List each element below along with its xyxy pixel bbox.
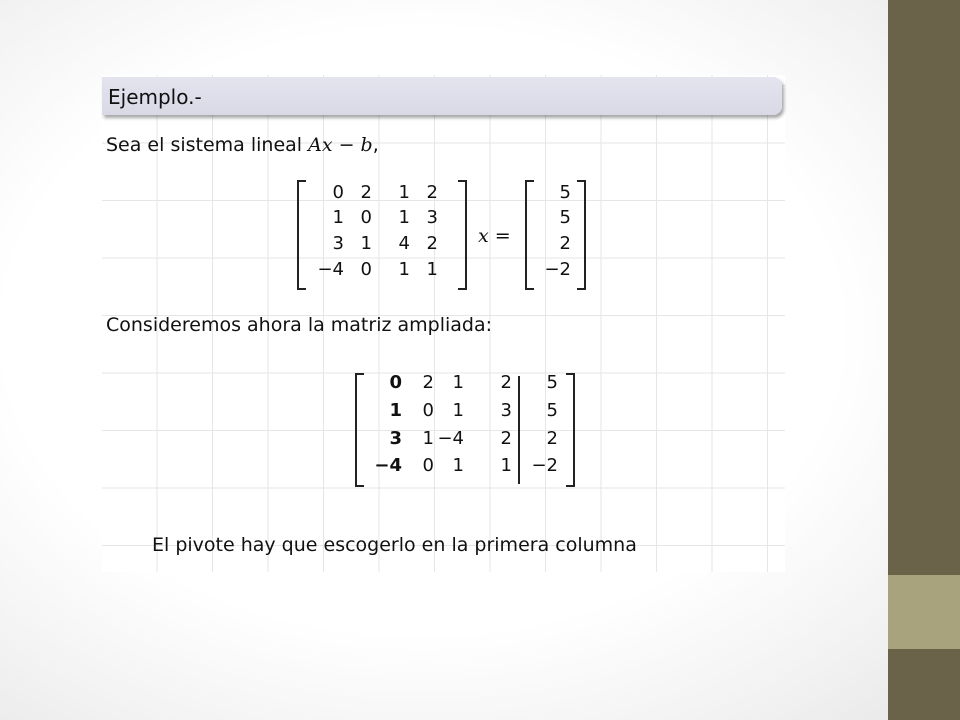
matrix-a-right-bracket [458,180,467,290]
matrix-a-left-bracket [297,180,306,290]
augmented-cell: 2 [422,372,434,393]
vector-b-cell: 5 [559,207,571,228]
matrix-a-cell: 4 [398,233,410,254]
intro-math: Ax − b [308,134,373,156]
matrix-a-cell: 1 [398,182,410,203]
matrix-a-cell: 1 [398,207,410,228]
matrix-a-cell: 2 [360,182,372,203]
consider-text: Consideremos ahora la matriz ampliada: [106,314,493,336]
augmented-cell: 3 [389,428,402,449]
matrix-a-cell: 3 [426,207,438,228]
augmented-cell: 0 [422,455,434,476]
augmented-cell: 1 [452,455,464,476]
augmented-cell: 1 [422,428,434,449]
vector-b-right-bracket [577,180,586,290]
augmented-cell: 0 [422,400,434,421]
matrix-a-cell: −4 [317,259,344,280]
augmented-separator [518,376,520,484]
augmented-right-bracket [566,373,575,487]
vector-b-cell: 2 [559,233,571,254]
matrix-a-cell: 3 [332,233,344,254]
vector-b-left-bracket [525,180,534,290]
matrix-a-cell: 1 [398,259,410,280]
pivot-note: El pivote hay que escogerlo en la primera columna [152,534,637,556]
augmented-cell: 5 [546,400,558,421]
sidebar-dark-top [888,0,960,575]
augmented-cell: 2 [500,372,512,393]
matrix-a-cell: 1 [426,259,438,280]
matrix-a-cell: 2 [426,233,438,254]
augmented-cell: 1 [452,400,464,421]
augmented-left-bracket [355,373,364,487]
x-equals: x = [478,225,511,247]
matrix-a-cell: 1 [332,207,344,228]
augmented-cell: 0 [389,372,402,393]
augmented-cell: 2 [500,428,512,449]
vector-b-cell: −2 [544,259,571,280]
matrix-a-cell: 0 [332,182,344,203]
sidebar-dark-bottom [888,649,960,720]
augmented-cell: 5 [546,372,558,393]
augmented-cell: −2 [531,455,558,476]
augmented-cell: 2 [546,428,558,449]
matrix-a-cell: 0 [360,207,372,228]
augmented-cell: 1 [389,400,402,421]
example-title: Ejemplo.- [108,85,202,109]
example-header-bar [102,77,782,115]
matrix-a-cell: 2 [426,182,438,203]
augmented-cell: 1 [500,455,512,476]
augmented-cell: −4 [437,428,464,449]
matrix-a-cell: 0 [360,259,372,280]
intro-prefix: Sea el sistema lineal [106,134,309,156]
augmented-cell: 1 [452,372,464,393]
augmented-cell: −4 [374,455,402,476]
vector-b-cell: 5 [559,182,571,203]
intro-suffix: , [372,134,379,156]
augmented-cell: 3 [500,400,512,421]
sidebar-light-band [888,575,960,649]
matrix-a-cell: 1 [360,233,372,254]
system-intro-text [106,134,379,156]
